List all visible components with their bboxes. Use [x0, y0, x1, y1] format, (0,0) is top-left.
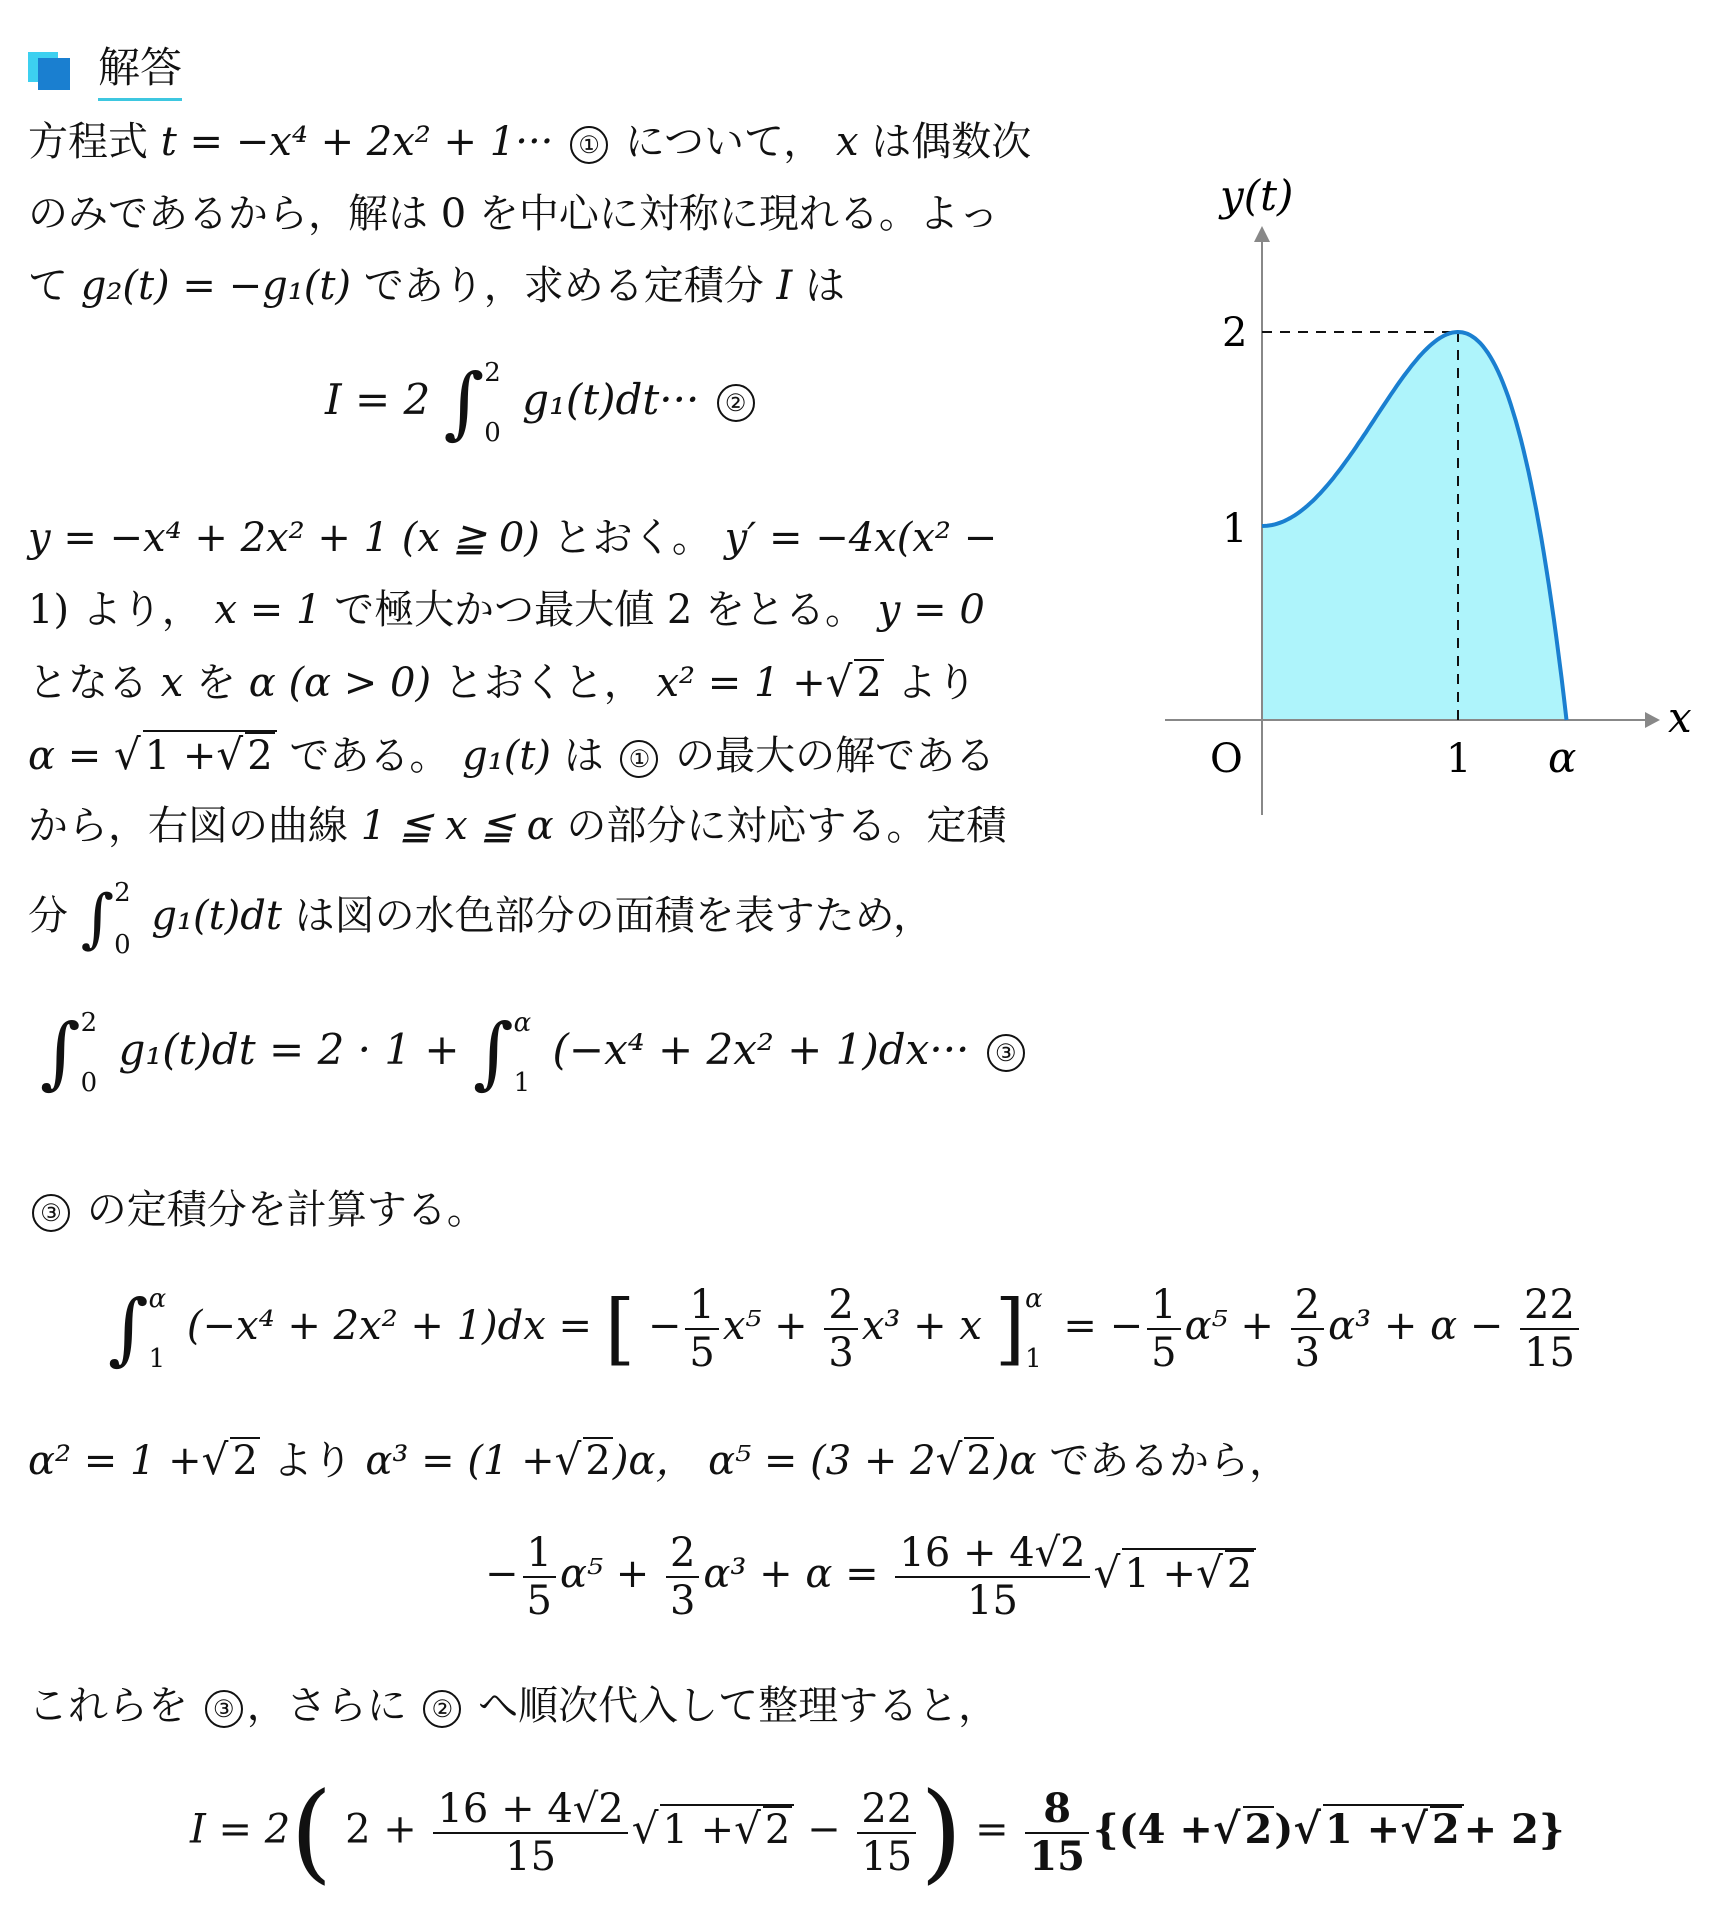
sqrt-sign: √ [554, 1435, 582, 1484]
sqrt-sign: √ [113, 730, 141, 779]
eq-t-def: t = −x⁴ + 2x² + 1··· [160, 119, 554, 165]
para2-line5: から，右図の曲線 1 ≦ x ≦ α の部分に対応する。定積 [28, 803, 1007, 849]
final-equation: I = 2( 2 + $\frac{16 + 4√2}{15}$ √ 1 +√ 2 − $\frac{22}{15}$ ) = $\frac{8}{15}$ {(4 +√ 2)√ 1 +√ 2 + 2} [190, 1770, 1565, 1895]
sqrt-sign: √ [1400, 1803, 1428, 1853]
left-paren: ( [290, 1770, 333, 1895]
y-tick-2: 2 [1222, 310, 1248, 356]
integral-sign: ∫ [443, 358, 485, 448]
y-axis-label: y(t) [1220, 171, 1294, 220]
x-tick-1: 1 [1446, 736, 1472, 782]
para2-line2: 1) より， x = 1 で極大かつ最大値 2 をとる。 y = 0 [28, 587, 985, 633]
fraction: $\frac{16 + 4√2}{15}$ [433, 1786, 627, 1880]
ref-1: ① [620, 740, 658, 778]
y-axis-arrow [1254, 226, 1270, 242]
final-answer: $\frac{8}{15}$ {(4 +√ 2)√ 1 +√ 2 + 2} [1021, 1806, 1564, 1853]
right-bracket: ] [994, 1284, 1026, 1374]
area-fill [1262, 332, 1567, 720]
fraction: $\frac{2}{3}$ [824, 1282, 857, 1376]
fraction: $\frac{2}{3}$ [1291, 1282, 1324, 1376]
y-tick-1: 1 [1222, 506, 1248, 552]
alpha-relations: α² = 1 +√ 2 より α³ = (1 +√ 2)α， α⁵ = (3 + 2√ 2)α であるから， [28, 1435, 1290, 1484]
origin-label: O [1210, 736, 1243, 782]
heading-title: 解答 [98, 43, 183, 92]
fraction: $\frac{8}{15}$ [1025, 1786, 1089, 1880]
fraction: $\frac{2}{3}$ [666, 1530, 699, 1624]
equation-4: ∫ α 1 (−x⁴ + 2x² + 1)dx = [ − $\frac{1}{5}$ x⁵ + $\frac{2}{3}$ x³ + x ] α 1 = − $\frac{1}{5}$ α⁵ + $\frac{2}{3}$ α³ + α − $\frac{22}{15}$ [108, 1282, 1583, 1376]
equation-5: − $\frac{1}{5}$ α⁵ + $\frac{2}{3}$ α³ + α = $\frac{16 + 4√2}{15}$ √ 1 +√ 2 [485, 1530, 1256, 1624]
ref-3: ③ [32, 1194, 70, 1232]
sqrt-sign: √ [825, 657, 853, 706]
x-tick-alpha: α [1548, 733, 1577, 782]
integral-sign: ∫ [40, 1008, 81, 1098]
sqrt-sign: √ [1093, 1548, 1121, 1597]
sqrt-sign: √ [1212, 1803, 1241, 1853]
ref-2: ② [423, 1690, 461, 1728]
equation-3: ∫ 2 0 g₁(t)dt = 2 · 1 + ∫ α 1 (−x⁴ + 2x² + 1)dx··· ③ [40, 1010, 1029, 1096]
para1-line3: て g₂(t) = −g₁(t) であり，求める定積分 I は [28, 263, 845, 309]
heading-underline [98, 98, 182, 101]
sqrt-sign: √ [201, 1435, 229, 1484]
right-paren: ) [920, 1770, 963, 1895]
ref-1: ① [570, 126, 608, 164]
ref-2: ② [717, 384, 755, 422]
fraction: $\frac{16 + 4√2}{15}$ [895, 1530, 1089, 1624]
x-axis-label: x [1668, 693, 1692, 742]
substitution-line: これらを ③ ，さらに ② へ順次代入して整理すると， [28, 1683, 999, 1729]
sqrt-sign: √ [1196, 1548, 1223, 1597]
para1-line1: 方程式 t = −x⁴ + 2x² + 1··· ① について， x は偶数次 [28, 119, 1032, 165]
left-bracket: [ [604, 1284, 636, 1374]
sqrt-sign: √ [1293, 1803, 1321, 1853]
graph [1140, 160, 1700, 840]
integral-sign: ∫ [80, 882, 115, 956]
heading-square [38, 58, 70, 90]
fraction: $\frac{1}{5}$ [523, 1530, 556, 1624]
sqrt-sign: √ [734, 1803, 761, 1853]
x-axis-arrow [1645, 712, 1660, 728]
fraction: $\frac{1}{5}$ [1147, 1282, 1180, 1376]
para2-line4: α = √ 1 +√ 2 である。 g₁(t) は ① の最大の解である [28, 730, 996, 779]
integral-sign: ∫ [472, 1008, 514, 1098]
para2-line1: y = −x⁴ + 2x² + 1 (x ≧ 0) とおく。 y′ = −4x(x² − [28, 515, 998, 561]
ref-3: ③ [205, 1690, 243, 1728]
para2-line3: となる x を α (α > 0) とおくと， x² = 1 +√ 2 より [28, 657, 977, 706]
para1-line2: のみであるから，解は 0 を中心に対称に現れる。よっ [28, 191, 999, 237]
sqrt-sign: √ [216, 730, 244, 779]
sqrt-sign: √ [631, 1803, 659, 1853]
fraction: $\frac{22}{15}$ [1520, 1282, 1579, 1376]
sqrt-sign: √ [935, 1435, 963, 1484]
fraction: $\frac{1}{5}$ [685, 1282, 718, 1376]
fraction: $\frac{22}{15}$ [857, 1786, 916, 1880]
integral-sign: ∫ [108, 1284, 149, 1374]
para2-line6: 分 ∫ 2 0 g₁(t)dt は図の水色部分の面積を表すため， [28, 878, 934, 960]
calc-intro: ③ の定積分を計算する。 [28, 1186, 487, 1234]
ref-3: ③ [987, 1034, 1025, 1072]
equation-2: I = 2 ∫ 2 0 g₁(t)dt··· ② [325, 360, 759, 446]
